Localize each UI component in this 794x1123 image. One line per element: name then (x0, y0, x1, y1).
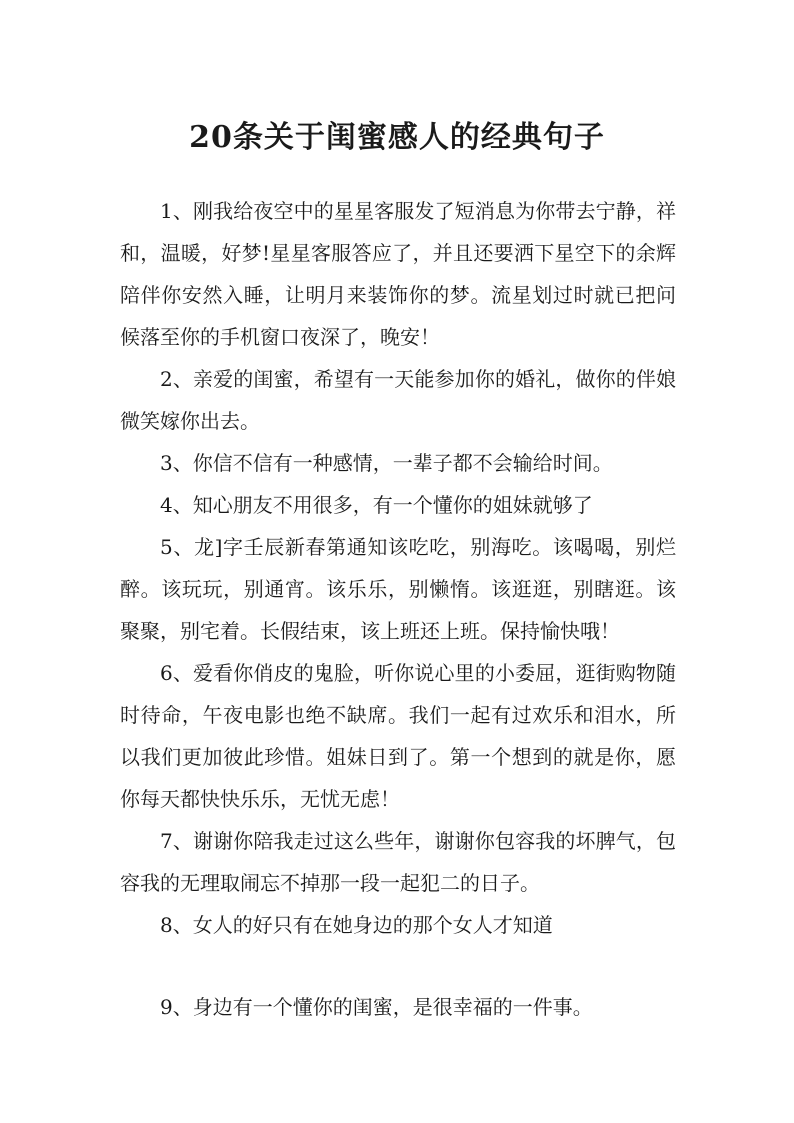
paragraph-4: 4、知心朋友不用很多，有一个懂你的姐妹就够了 (160, 493, 593, 517)
paragraph-3: 3、你信不信有一种感情，一辈子都不会输给时间。 (160, 451, 613, 475)
paragraph-9: 9、身边有一个懂你的闺蜜，是很幸福的一件事。 (160, 995, 593, 1019)
paragraph-5: 5、龙]字壬辰新春第通知该吃吃，别海吃。该喝喝，别烂醉。该玩玩，别通宵。该乐乐，别懒惰。该逛逛，别瞎逛。该聚聚，别宅着。长假结束，该上班还上班。保持愉快哦！ (120, 535, 676, 643)
paragraph-1: 1、刚我给夜空中的星星客服发了短消息为你带去宁静，祥和，温暖，好梦!星星客服答应了，并且还要洒下星空下的余辉陪伴你安然入睡，让明月来装饰你的梦。流星划过时就已把问候落至你的手机窗口夜深了，晚安！ (120, 199, 676, 349)
paragraph-7: 7、谢谢你陪我走过这么些年，谢谢你包容我的坏脾气，包容我的无理取闹忘不掉那一段一起犯二的日子。 (120, 829, 676, 895)
paragraph-2: 2、亲爱的闺蜜，希望有一天能参加你的婚礼，做你的伴娘微笑嫁你出去。 (120, 367, 676, 433)
document-body (120, 190, 676, 1028)
page-title: 20条关于闺蜜感人的经典句子 (189, 120, 605, 156)
paragraph-8: 8、女人的好只有在她身边的那个女人才知道 (160, 913, 553, 937)
paragraph-6: 6、爱看你俏皮的鬼脸，听你说心里的小委屈，逛街购物随时待命，午夜电影也绝不缺席。我们一起有过欢乐和泪水，所以我们更加彼此珍惜。姐妹日到了。第一个想到的就是你，愿你每天都快快乐乐，无忧无虑！ (120, 661, 676, 811)
